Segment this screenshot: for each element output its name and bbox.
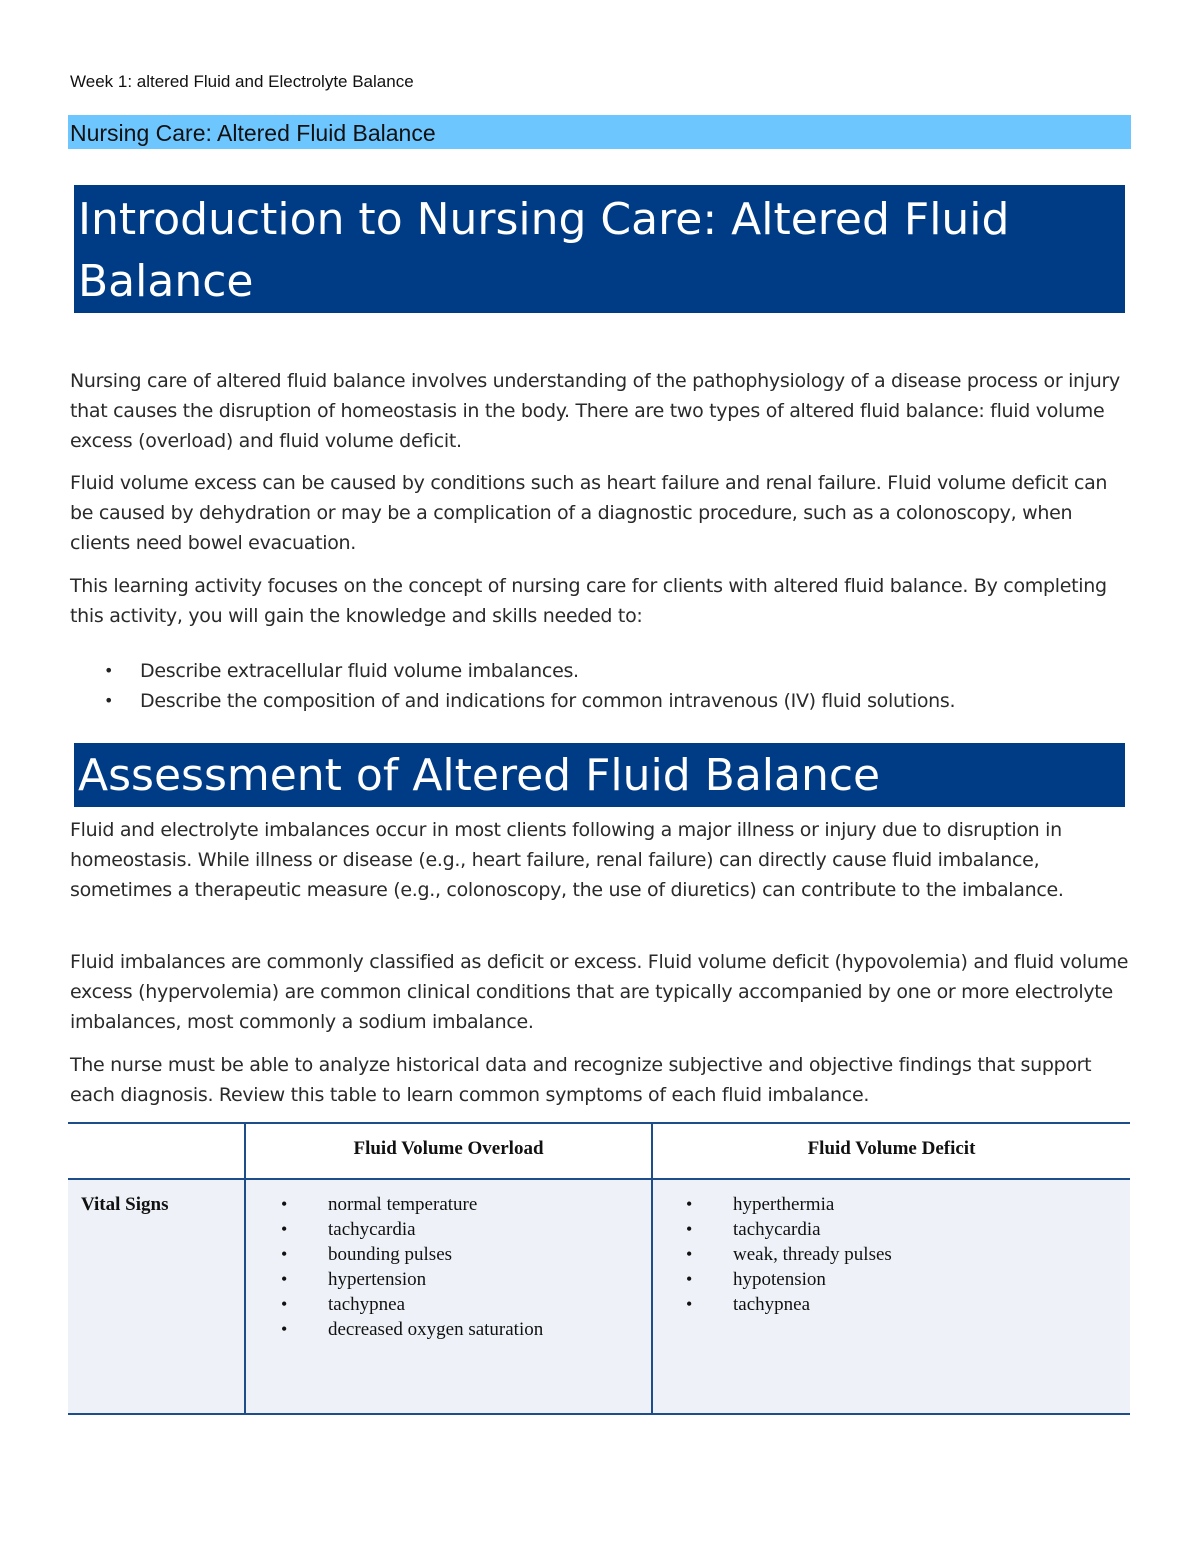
symptoms-table xyxy=(68,1122,1130,1415)
table-header-row xyxy=(68,1124,1130,1180)
list-item: • hypotension xyxy=(686,1267,892,1292)
assessment-heading: Assessment of Altered Fluid Balance xyxy=(74,743,1125,807)
intro-heading xyxy=(74,185,1125,313)
intro-paragraph-1: Nursing care of altered fluid balance involves understanding of the pathophysiology of a disease process or injury that causes the disruption of homeostasis in the body. There are two types of altered fluid balance: fluid volume excess (overload) and fluid volume deficit. xyxy=(70,370,1120,452)
section-title-banner: Nursing Care: Altered Fluid Balance xyxy=(68,115,1131,149)
objectives-list xyxy=(70,656,1130,716)
deficit-symptoms-list xyxy=(686,1192,892,1317)
intro-heading-line1: Introduction to Nursing Care: Altered Fluid xyxy=(78,194,1010,245)
list-item: • weak, thready pulses xyxy=(686,1242,892,1267)
intro-heading-line2: Balance xyxy=(78,256,254,307)
list-item: • tachycardia xyxy=(686,1217,892,1242)
intro-paragraph-3: This learning activity focuses on the concept of nursing care for clients with altered fluid balance. By completing this activity, you will gain the knowledge and skills needed to: xyxy=(70,575,1107,627)
assessment-paragraph-3: The nurse must be able to analyze historical data and recognize subjective and objective findings that support each diagnosis. Review this table to learn common symptoms of each fluid imbalance. xyxy=(70,1054,1092,1106)
column-divider xyxy=(651,1180,653,1413)
list-item: • normal temperature xyxy=(281,1192,543,1217)
list-item: • hypertension xyxy=(281,1267,543,1292)
overload-symptoms-list xyxy=(281,1192,543,1342)
list-item: • tachypnea xyxy=(686,1292,892,1317)
assessment-paragraph-2: Fluid imbalances are commonly classified as deficit or excess. Fluid volume deficit (hypovolemia) and fluid volume excess (hypervolemia) are common clinical conditions that are typically accompanied by one or more electrolyte imbalances, most commonly a sodium imbalance. xyxy=(70,951,1129,1033)
column-divider xyxy=(244,1180,246,1413)
list-item: • hyperthermia xyxy=(686,1192,892,1217)
column-header-overload: Fluid Volume Overload xyxy=(353,1138,544,1159)
intro-paragraph-2: Fluid volume excess can be caused by conditions such as heart failure and renal failure. Fluid volume deficit can be caused by dehydration or may be a complication of a diagnostic procedure, such as a colonoscopy, when clients need bowel evacuation. xyxy=(70,472,1108,554)
assessment-paragraph-1: Fluid and electrolyte imbalances occur in most clients following a major illness or injury due to disruption in homeostasis. While illness or disease (e.g., heart failure, renal failure) can directly cause fluid imbalance, sometimes a therapeutic measure (e.g., colonoscopy, the use of diuretics) can contribute to the imbalance. xyxy=(70,819,1064,901)
objective-item: • Describe the composition of and indications for common intravenous (IV) fluid solutions. xyxy=(70,686,1130,716)
list-item: • bounding pulses xyxy=(281,1242,543,1267)
list-item: • tachycardia xyxy=(281,1217,543,1242)
week-title: Week 1: altered Fluid and Electrolyte Balance xyxy=(70,72,414,91)
list-item: • decreased oxygen saturation xyxy=(281,1317,543,1342)
list-item: • tachypnea xyxy=(281,1292,543,1317)
table-row xyxy=(68,1180,1130,1413)
objective-item: • Describe extracellular fluid volume imbalances. xyxy=(70,656,1130,686)
row-label-vital-signs: Vital Signs xyxy=(81,1194,169,1215)
column-header-deficit: Fluid Volume Deficit xyxy=(807,1138,976,1159)
